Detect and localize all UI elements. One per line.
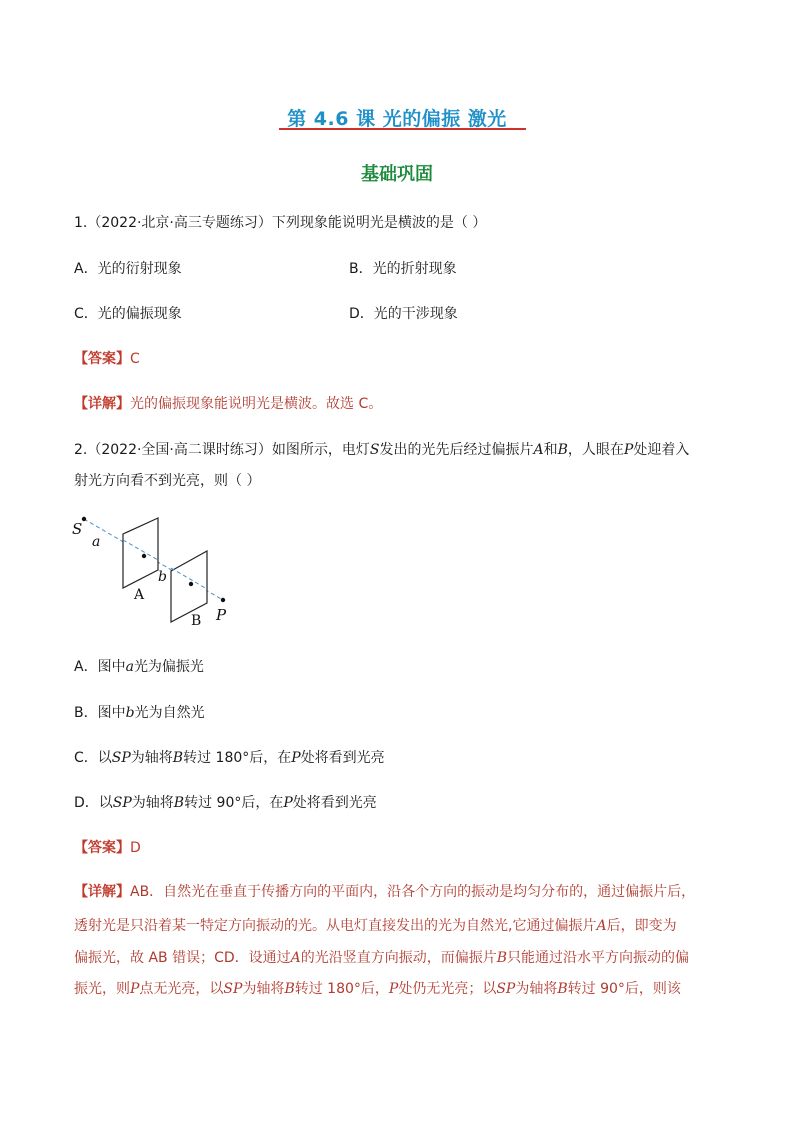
question-2-detail-line3 — [74, 941, 689, 975]
question-2-option-a — [74, 656, 204, 676]
option-text: 处将看到光亮 — [292, 795, 377, 811]
option-text: 光为自然光 — [134, 705, 205, 721]
detail-text: 后，即变为 — [606, 918, 677, 934]
detail-var: SP — [496, 981, 516, 997]
detail-label: 【详解】 — [74, 396, 130, 412]
detail-label: 【详解】 — [74, 884, 130, 900]
detail-var: A — [596, 918, 607, 934]
option-text: C．以 — [74, 750, 112, 766]
answer-label: 【答案】 — [74, 840, 130, 856]
question-2-detail-line2 — [74, 909, 677, 943]
question-1-option-c: C．光的偏振现象 — [74, 306, 182, 322]
question-2-option-c — [74, 747, 385, 767]
detail-var: A — [290, 950, 301, 966]
detail-text: 点无光亮，以 — [139, 981, 224, 997]
detail-var: P — [130, 981, 140, 997]
detail-var: B — [557, 981, 568, 997]
label-polarizer-b: B — [191, 613, 202, 629]
option-text: B．图中 — [74, 705, 126, 721]
answer-label: 【答案】 — [74, 351, 130, 367]
option-text: 转过 90°后，在 — [184, 795, 284, 811]
option-var: B — [172, 750, 184, 766]
question-2-stem-line1 — [74, 439, 689, 459]
detail-text: 为轴将 — [515, 981, 558, 997]
question-2-stem-line2: 射光方向看不到光亮，则（ ） — [74, 473, 261, 489]
stem-text: 处迎着入 — [633, 442, 690, 458]
detail-text: 为轴将 — [242, 981, 285, 997]
stem-var-p: P — [623, 442, 634, 458]
detail-var: SP — [223, 981, 243, 997]
option-text: 光为偏振光 — [133, 659, 204, 675]
option-text: 转过 180°后，在 — [183, 750, 292, 766]
label-polarizer-a: A — [134, 587, 145, 603]
detail-text: 只能通过沿水平方向振动的偏 — [507, 950, 690, 966]
center-point-a — [142, 554, 146, 558]
page-title — [0, 104, 794, 131]
option-var: a — [125, 659, 134, 675]
eye-point — [221, 598, 225, 602]
detail-text: 光的偏振现象能说明光是横波。故选 C。 — [130, 396, 383, 412]
detail-text: 处仍无光亮；以 — [398, 981, 497, 997]
option-var: SP — [112, 795, 132, 811]
stem-var-b: B — [557, 442, 568, 458]
section-heading: 基础巩固 — [361, 164, 433, 185]
option-text: D．以 — [74, 795, 113, 811]
question-1-option-d: D．光的干涉现象 — [349, 306, 458, 322]
option-text: 处将看到光亮 — [300, 750, 385, 766]
detail-text: 偏振光，故 AB 错误；CD．设通过 — [74, 950, 291, 966]
option-var: P — [283, 795, 293, 811]
stem-var-a: A — [533, 442, 544, 458]
option-var: P — [291, 750, 301, 766]
label-a-ray: a — [92, 534, 101, 550]
question-2-detail-line1 — [74, 875, 695, 909]
question-2-detail-line4 — [74, 972, 681, 1006]
center-point-b — [189, 582, 193, 586]
label-p: P — [216, 606, 227, 624]
question-1-option-b: B．光的折射现象 — [349, 261, 457, 277]
option-text: A．图中 — [74, 659, 126, 675]
stem-var-s: S — [369, 442, 380, 458]
label-b-ray: b — [158, 569, 167, 585]
polarizer-a — [123, 518, 158, 588]
question-1-detail — [74, 393, 382, 413]
detail-var: P — [388, 981, 399, 997]
option-var: SP — [111, 750, 131, 766]
detail-text: AB．自然光在垂直于传播方向的平面内，沿各个方向的振动是均匀分布的，通过偏振片后， — [130, 884, 696, 900]
question-1-option-a: A．光的衍射现象 — [74, 261, 182, 277]
detail-text: 转过 90°后，则该 — [567, 981, 681, 997]
answer-value: D — [130, 840, 141, 856]
detail-var: B — [496, 950, 508, 966]
question-2-answer — [74, 837, 141, 857]
stem-text: 2.（2022·全国·高二课时练习）如图所示，电灯 — [74, 442, 370, 458]
detail-text: 转过 180°后， — [294, 981, 389, 997]
detail-text: 透射光是只沿着某一特定方向振动的光。从电灯直接发出的光为自然光,它通过偏振片 — [74, 918, 597, 934]
stem-text: 和 — [543, 442, 558, 458]
source-point — [82, 517, 86, 521]
question-2-option-b — [74, 702, 205, 722]
detail-var: B — [284, 981, 295, 997]
option-var: b — [125, 705, 135, 721]
question-1-answer — [74, 348, 140, 368]
detail-text: 的光沿竖直方向振动，而偏振片 — [300, 950, 497, 966]
option-text: 为轴将 — [131, 795, 174, 811]
question-2-option-d — [74, 792, 377, 812]
polarizer-figure — [66, 508, 246, 630]
answer-value: C — [130, 351, 140, 367]
stem-text: ，人眼在 — [567, 442, 624, 458]
question-1-stem: 1.（2022·北京·高三专题练习）下列现象能说明光是横波的是（ ） — [74, 215, 487, 231]
detail-text: 振光，则 — [74, 981, 130, 997]
option-text: 为轴将 — [130, 750, 173, 766]
option-var: B — [173, 795, 185, 811]
page-title-text: 第 4.6 课 光的偏振 激光 — [287, 108, 507, 130]
title-underline — [279, 128, 526, 130]
stem-text: 发出的光先后经过偏振片 — [379, 442, 534, 458]
label-s: S — [72, 520, 83, 538]
polarizer-b — [171, 551, 207, 622]
